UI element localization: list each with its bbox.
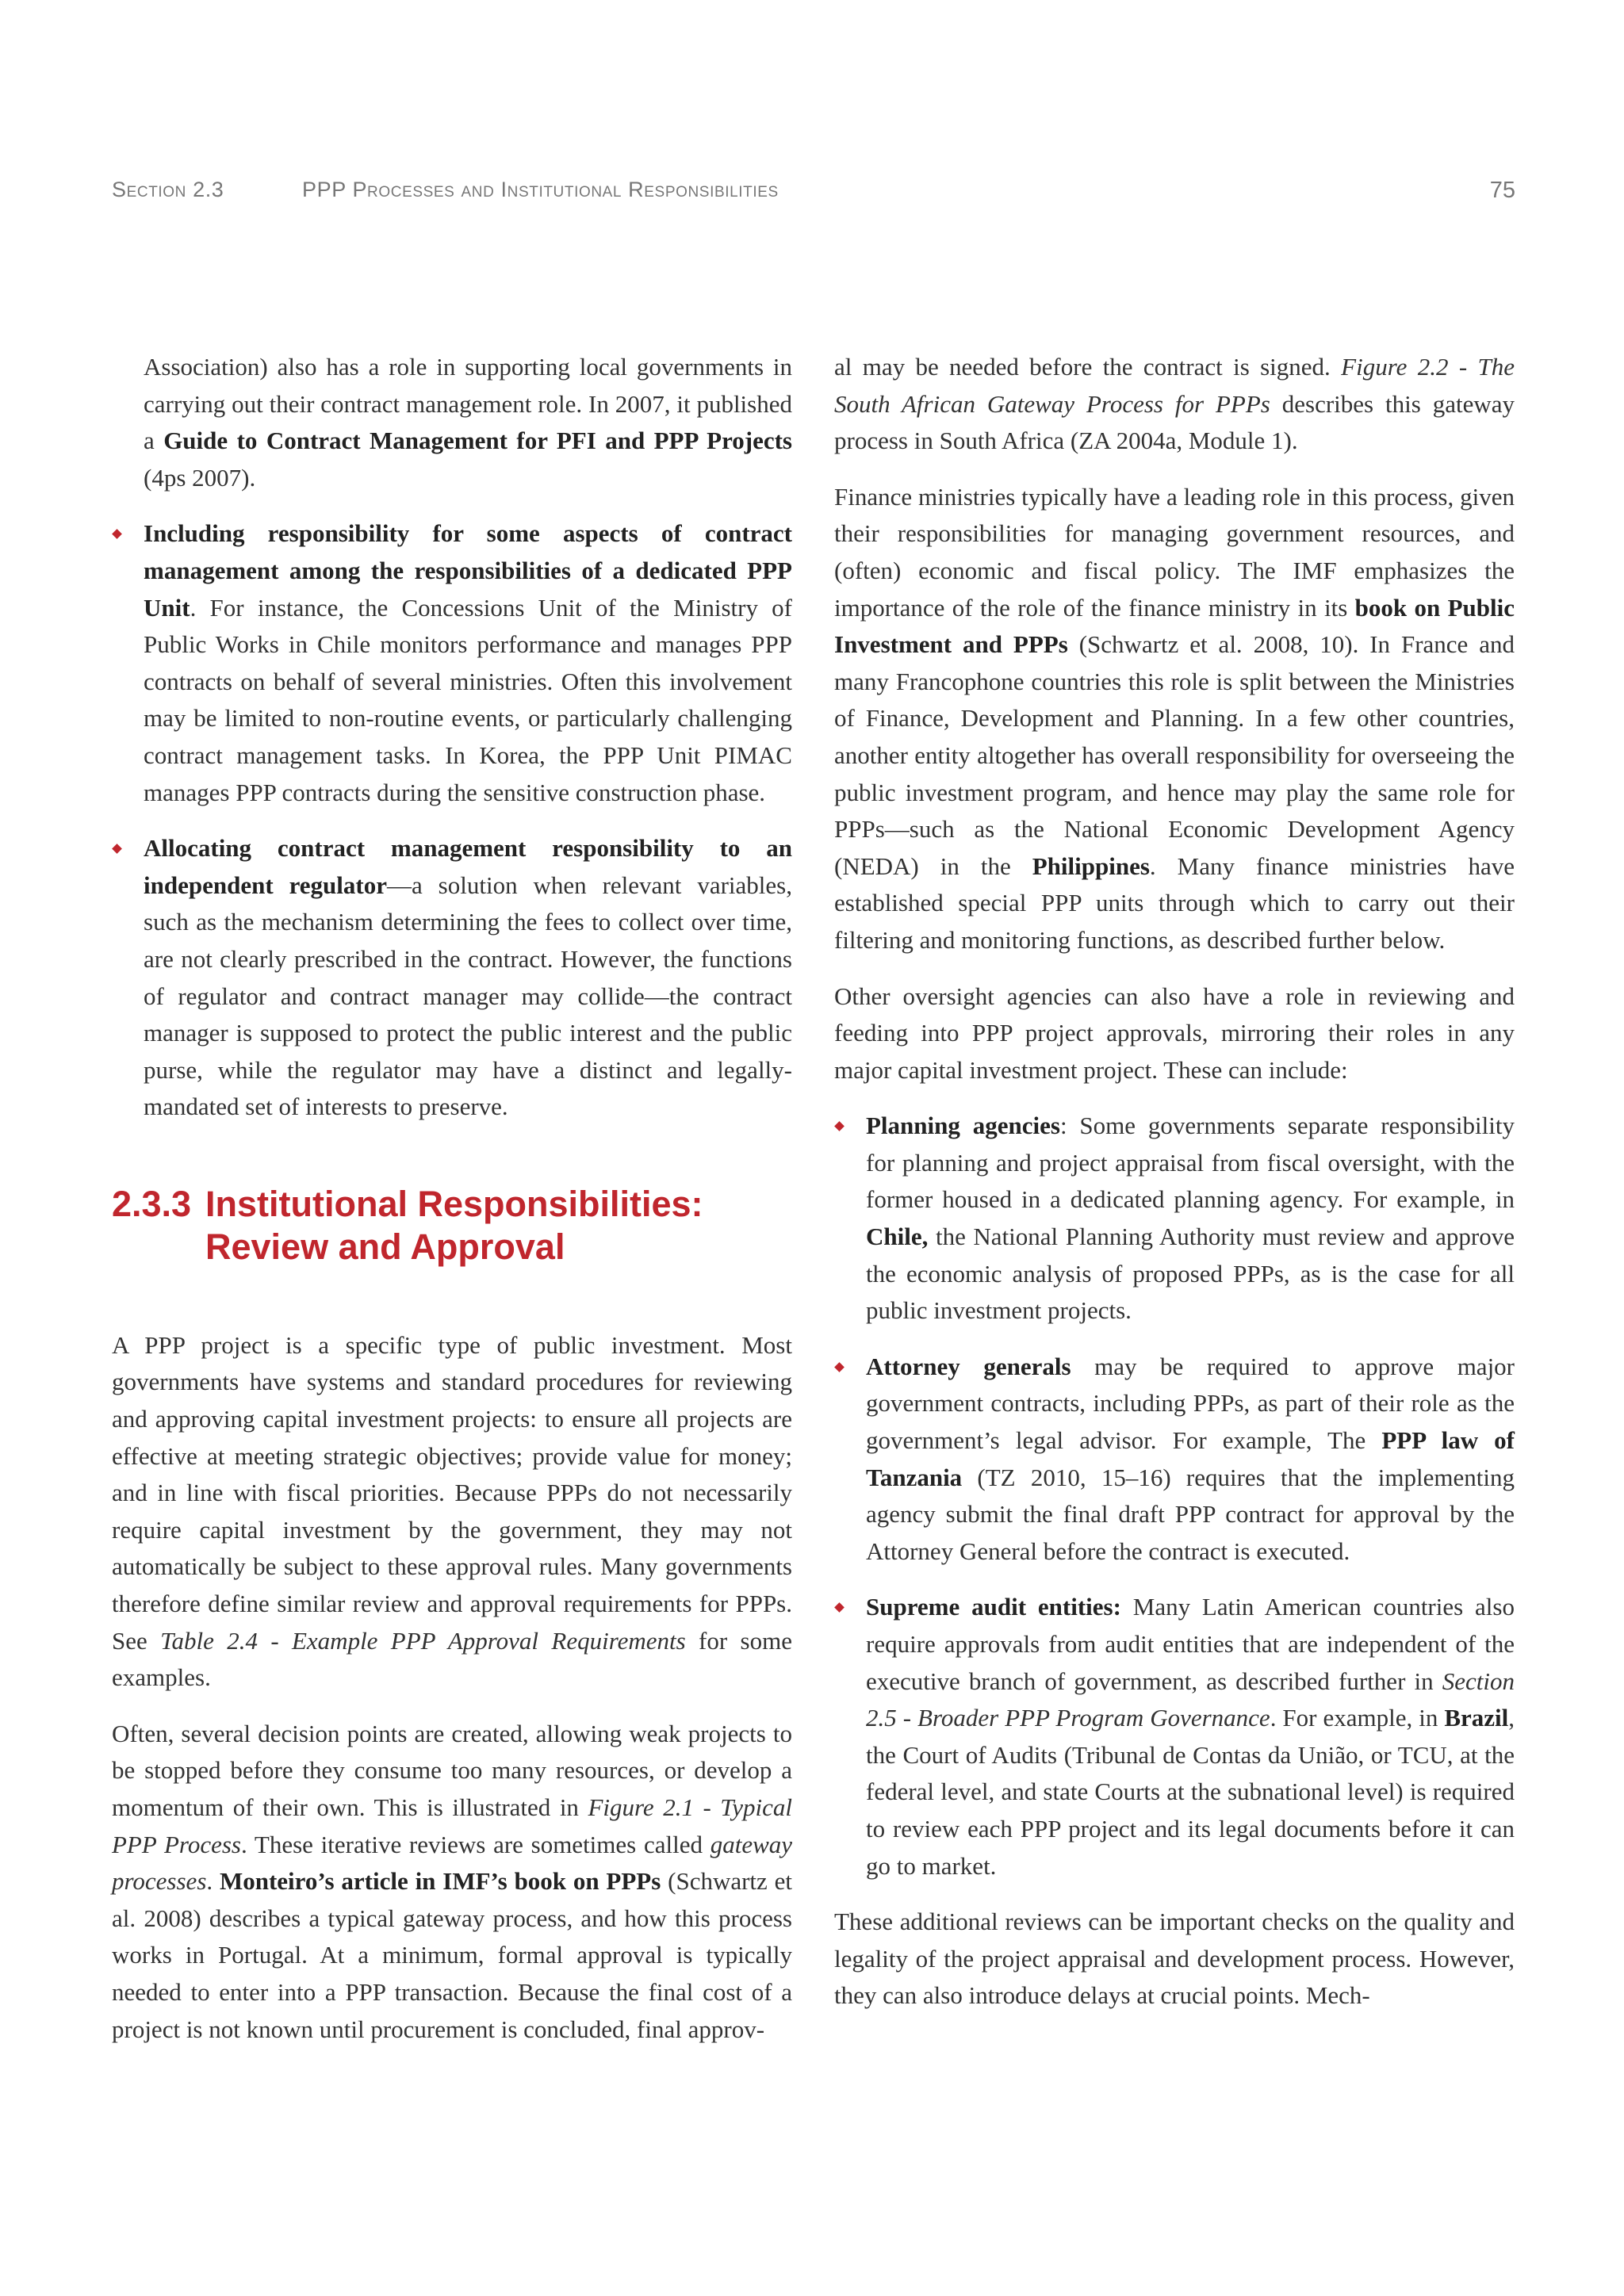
list-item: Supreme audit entities: Many Latin American countries also require approvals from audit entities that are independent of the executive branch of government, as described further in Section 2.5 - Broader PPP Program Governance. For example, in Brazil, the Court of Audits (Tribunal de Contas da União, or TCU, at the federal level, and state Courts at the subnational level) is required to review each PPP project and its legal documents before it can go to market. bbox=[834, 1589, 1515, 1885]
body-paragraph: Often, several decision points are created, allowing weak projects to be stopped before they consume too many resources, or develop a momentum of their own. This is illustrated in Figure 2.1 - Typical PPP Process. These iterative reviews are sometimes called gateway processes. Monteiro’s article in IMF’s book on PPPs (Schwartz et al. 2008) describes a typical gateway process, and how this process works in Portugal. At a minimum, formal approval is typically needed to enter into a PPP transaction. Because the final cost of a project is not known until procurement is concluded, final approv- bbox=[112, 1719, 793, 2043]
list-item: Planning agencies: Some governments separate responsibility for planning and project appraisal from fiscal oversight, with the former housed in a dedicated planning agency. For example, in Chile, the National Planning Authority must review and approve the economic analysis of proposed PPPs, as is the case for all public investment projects. bbox=[834, 1108, 1515, 1330]
link-monteiro-article: Monteiro’s article in IMF’s book on PPPs bbox=[219, 1867, 661, 1896]
section-reference: Section 2.5 - Broader PPP Program Governance bbox=[866, 1667, 1515, 1732]
diamond-bullet-icon bbox=[834, 1603, 845, 1613]
body-paragraph: Other oversight agencies can also have a role in reviewing and feeding into PPP project approvals, mirroring their roles in any major capital investment project. These can include: bbox=[834, 982, 1515, 1084]
list-item: Including responsibility for some aspects of contract management among the responsibilities of a dedicated PPP Unit. For instance, the Concessions Unit of the Ministry of Public Works in Chile monitors performance and manages PPP contracts on behalf of several ministries. Often this involvement may be limited to non-routine events, or particularly challenging contract management tasks. In Korea, the PPP Unit PIMAC manages PPP contracts during the sensitive construction phase. bbox=[112, 515, 792, 811]
header-chapter-title: PPP Processes and Institutional Responsibilities bbox=[302, 178, 779, 201]
header-section-label: Section 2.3 bbox=[112, 178, 224, 201]
body-paragraph: These additional reviews can be important checks on the quality and legality of the project appraisal and development process. However, they can also introduce delays at crucial points. Mech- bbox=[834, 1908, 1515, 2010]
page-number: 75 bbox=[1489, 178, 1515, 203]
list-item: Attorney generals may be required to approve major government contracts, including PPPs, as part of their role as the government’s legal advisor. For example, The PPP law of Tanzania (TZ 2010, 15–16) requires that the implementing agency submit the final draft PPP contract for approval by the Attorney General before the contract is executed. bbox=[834, 1349, 1515, 1571]
diamond-bullet-icon bbox=[834, 1362, 845, 1372]
list-item: Allocating contract management responsibility to an independent regulator—a solution when relevant variables, such as the mechanism determining the fees to collect over time, are not clearly prescribed in the contract. However, the functions of regulator and contract manager may collide—the contract manager is supposed to protect the public interest and the public purse, while the regulator may have a distinct and legally-mandated set of interests to preserve. bbox=[112, 830, 792, 1126]
link-guide-contract-management: Guide to Contract Management for PFI and PPP Projects bbox=[163, 427, 792, 455]
body-paragraph: al may be needed before the contract is signed. Figure 2.2 - The South African Gateway Process for PPPs describes this gateway process in South Africa (ZA 2004a, Module 1). bbox=[834, 353, 1515, 455]
section-heading-line1: Institutional Responsibilities: bbox=[205, 1183, 703, 1224]
running-header bbox=[112, 178, 1515, 209]
link-tanzania-ppp-law: PPP law of Tanzania bbox=[866, 1426, 1515, 1491]
contract-management-bullet-list bbox=[112, 515, 792, 1126]
figure-reference: Figure 2.1 - Typical PPP Process bbox=[112, 1793, 792, 1858]
section-heading-line2: Review and Approval bbox=[205, 1226, 565, 1267]
body-paragraph: Finance ministries typically have a leading role in this process, given their responsibilities for managing government resources, and (often) economic and fiscal policy. The IMF emphasizes the importance of the role of the finance ministry in its book on Public Investment and PPPs (Schwartz et al. 2008, 10). In France and many Francophone countries this role is split between the Ministries of Finance, Development and Planning. In a few other countries, another entity altogether has overall responsibility for overseeing the public investment program, and hence may play the same role for PPPs—such as the National Economic Development Agency (NEDA) in the Philippines. Many finance ministries have established special PPP units through which to carry out their filtering and monitoring functions, as described further below. bbox=[834, 482, 1515, 954]
continued-bullet-paragraph: Association) also has a role in supporting local governments in carrying out their contract management role. In 2007, it published a Guide to Contract Management for PFI and PPP Projects (4ps 2007). bbox=[144, 353, 792, 492]
diamond-bullet-icon bbox=[112, 844, 122, 854]
body-paragraph: A PPP project is a specific type of public investment. Most governments have systems and standard procedures for reviewing and approving capital investment projects: to ensure all projects are effective at meeting strategic objectives; provide value for money; and in line with fiscal priorities. Because PPPs do not necessarily require capital investment by the government, they may not automatically be subject to these approval rules. Many governments therefore define similar review and approval requirements for PPPs. See Table 2.4 - Example PPP Approval Requirements for some examples. bbox=[112, 1330, 792, 1692]
diamond-bullet-icon bbox=[112, 530, 122, 540]
diamond-bullet-icon bbox=[834, 1121, 845, 1131]
figure-reference: Figure 2.2 - The South African Gateway Process for PPPs bbox=[834, 353, 1515, 418]
section-heading bbox=[112, 1183, 792, 1269]
section-number: 2.3.3 bbox=[112, 1183, 192, 1224]
table-reference: Table 2.4 - Example PPP Approval Requirements bbox=[160, 1626, 686, 1655]
link-imf-book: book on Public Investment and PPPs bbox=[834, 593, 1515, 659]
left-column bbox=[112, 349, 792, 2067]
right-column bbox=[834, 349, 1515, 2034]
oversight-agencies-bullet-list bbox=[834, 1108, 1515, 1885]
